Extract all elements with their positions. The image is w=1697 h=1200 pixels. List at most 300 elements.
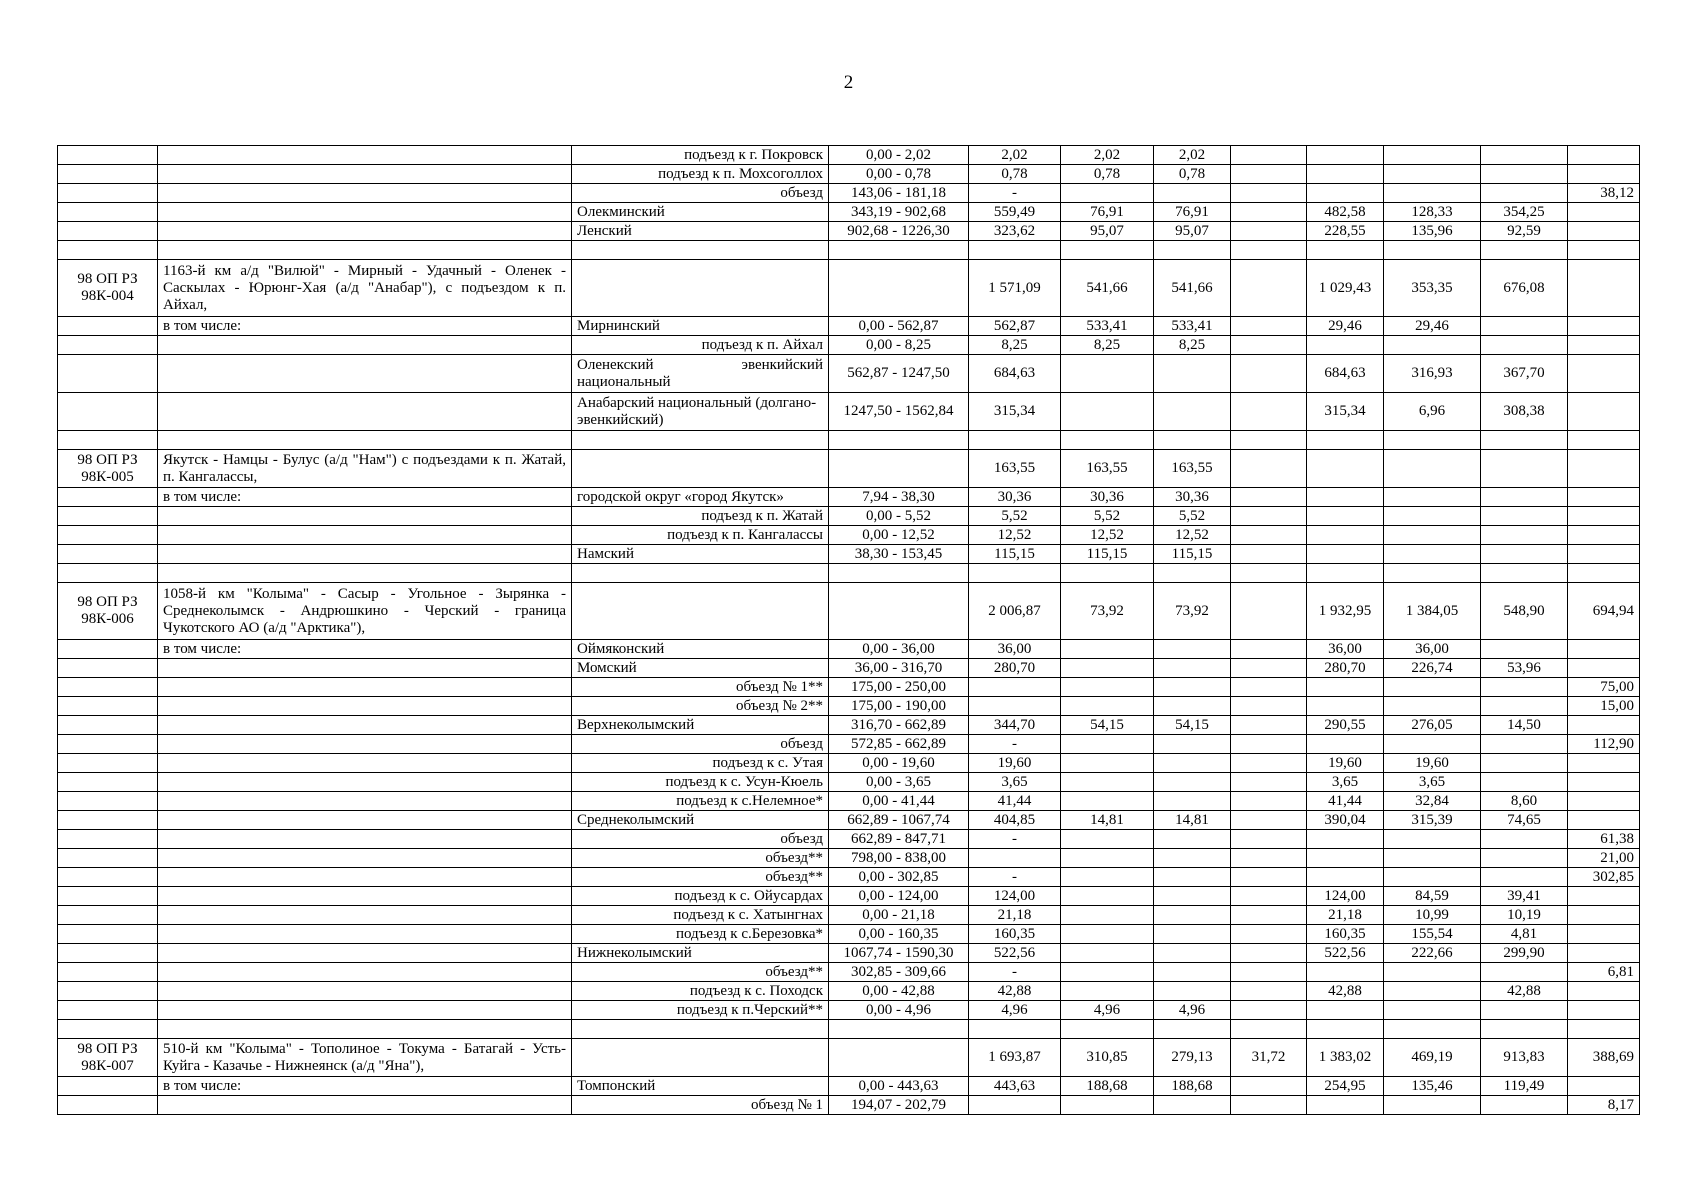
district-cell: подъезд к с. Ойусардах (572, 887, 829, 906)
value-cell: 562,87 (969, 317, 1061, 336)
table-row (58, 1077, 1640, 1096)
value-cell (1061, 659, 1154, 678)
value-cell (1061, 355, 1154, 393)
km-range-cell: 0,00 - 21,18 (829, 906, 969, 925)
km-range-cell: 175,00 - 250,00 (829, 678, 969, 697)
value-cell (1307, 868, 1384, 887)
district-cell: Оймяконский (572, 640, 829, 659)
road-code-cell: 98 ОП РЗ 98К-005 (58, 450, 158, 488)
road-code-cell (58, 830, 158, 849)
value-cell (1231, 488, 1307, 507)
value-cell (1061, 963, 1154, 982)
value-cell (1231, 925, 1307, 944)
value-cell (1154, 906, 1231, 925)
road-code-cell (58, 944, 158, 963)
value-cell: 5,52 (1061, 507, 1154, 526)
road-code-cell (58, 906, 158, 925)
km-range-cell: 194,07 - 202,79 (829, 1096, 969, 1115)
value-cell (1307, 545, 1384, 564)
table-row (58, 393, 1640, 431)
value-cell: 19,60 (969, 754, 1061, 773)
table-row (58, 754, 1640, 773)
value-cell (1307, 526, 1384, 545)
district-cell: объезд (572, 830, 829, 849)
value-cell: 73,92 (1061, 583, 1154, 640)
km-range-cell: 0,00 - 36,00 (829, 640, 969, 659)
road-code-cell (58, 716, 158, 735)
road-name-cell (158, 811, 572, 830)
district-cell: подъезд к п. Айхал (572, 336, 829, 355)
km-range-cell (829, 564, 969, 583)
km-range-cell: 0,00 - 443,63 (829, 1077, 969, 1096)
district-cell: Мирнинский (572, 317, 829, 336)
value-cell: 388,69 (1568, 1039, 1640, 1077)
value-cell: 135,96 (1384, 222, 1481, 241)
value-cell: 315,39 (1384, 811, 1481, 830)
road-name-cell (158, 507, 572, 526)
value-cell: 8,60 (1481, 792, 1568, 811)
value-cell (1568, 222, 1640, 241)
value-cell: 8,17 (1568, 1096, 1640, 1115)
road-code-cell (58, 849, 158, 868)
district-cell: подъезд к с.Березовка* (572, 925, 829, 944)
district-cell (572, 450, 829, 488)
value-cell (1061, 678, 1154, 697)
district-cell: подъезд к п. Жатай (572, 507, 829, 526)
district-cell: подъезд к с. Усун-Кюель (572, 773, 829, 792)
road-code-cell (58, 507, 158, 526)
km-range-cell: 0,00 - 562,87 (829, 317, 969, 336)
value-cell (1568, 925, 1640, 944)
value-cell (969, 697, 1061, 716)
value-cell: 115,15 (969, 545, 1061, 564)
value-cell: 54,15 (1154, 716, 1231, 735)
table-row (58, 716, 1640, 735)
km-range-cell: 0,00 - 160,35 (829, 925, 969, 944)
table-row (58, 241, 1640, 260)
value-cell: 559,49 (969, 203, 1061, 222)
value-cell (969, 564, 1061, 583)
road-code-cell (58, 754, 158, 773)
value-cell (1231, 526, 1307, 545)
table-row (58, 203, 1640, 222)
road-name-cell: 510-й км "Колыма" - Тополиное - Токума - Батагай - Усть-Куйга - Казачье - Нижнеянск (а/д "Яна"), (158, 1039, 572, 1077)
value-cell: 6,81 (1568, 963, 1640, 982)
table-row (58, 526, 1640, 545)
value-cell (1231, 355, 1307, 393)
value-cell (1384, 184, 1481, 203)
road-code-cell (58, 1020, 158, 1039)
km-range-cell (829, 1020, 969, 1039)
road-code-cell: 98 ОП РЗ 98К-007 (58, 1039, 158, 1077)
roads-table-body (58, 146, 1640, 1115)
value-cell (1384, 336, 1481, 355)
table-row (58, 906, 1640, 925)
value-cell (1231, 982, 1307, 1001)
km-range-cell: 0,00 - 12,52 (829, 526, 969, 545)
road-name-cell (158, 526, 572, 545)
value-cell (1481, 146, 1568, 165)
km-range-cell: 572,85 - 662,89 (829, 735, 969, 754)
value-cell (1568, 754, 1640, 773)
table-row (58, 1020, 1640, 1039)
value-cell (1231, 735, 1307, 754)
value-cell: - (969, 868, 1061, 887)
value-cell (1231, 165, 1307, 184)
value-cell: 4,96 (1061, 1001, 1154, 1020)
value-cell (1481, 849, 1568, 868)
value-cell (1154, 887, 1231, 906)
value-cell (1061, 1096, 1154, 1115)
value-cell: 30,36 (969, 488, 1061, 507)
road-code-cell (58, 982, 158, 1001)
table-row (58, 450, 1640, 488)
km-range-cell: 0,00 - 4,96 (829, 1001, 969, 1020)
value-cell: 694,94 (1568, 583, 1640, 640)
value-cell: 21,18 (1307, 906, 1384, 925)
value-cell (1481, 317, 1568, 336)
value-cell: 367,70 (1481, 355, 1568, 393)
road-name-cell: 1058-й км "Колыма" - Сасыр - Угольное - Зырянка - Среднеколымск - Андрюшкино - Черский - граница Чукотского АО (а/д "Арктика"), (158, 583, 572, 640)
district-cell (572, 355, 829, 393)
value-cell (1061, 697, 1154, 716)
value-cell (1481, 640, 1568, 659)
value-cell: 163,55 (1154, 450, 1231, 488)
km-range-cell: 0,00 - 42,88 (829, 982, 969, 1001)
road-name-cell (158, 355, 572, 393)
value-cell (1384, 146, 1481, 165)
value-cell (1384, 735, 1481, 754)
value-cell (1061, 754, 1154, 773)
value-cell: 163,55 (1061, 450, 1154, 488)
km-range-cell: 0,00 - 3,65 (829, 773, 969, 792)
value-cell (1231, 222, 1307, 241)
district-cell: Ленский (572, 222, 829, 241)
value-cell: 124,00 (969, 887, 1061, 906)
value-cell: 1 693,87 (969, 1039, 1061, 1077)
table-row (58, 583, 1640, 640)
value-cell: 316,93 (1384, 355, 1481, 393)
table-row (58, 336, 1640, 355)
value-cell: 4,96 (969, 1001, 1061, 1020)
value-cell (1231, 849, 1307, 868)
table-row (58, 982, 1640, 1001)
road-code-cell (58, 393, 158, 431)
value-cell (1307, 488, 1384, 507)
value-cell (1061, 184, 1154, 203)
road-code-cell (58, 1096, 158, 1115)
value-cell (1384, 431, 1481, 450)
value-cell (1568, 1001, 1640, 1020)
value-cell: 61,38 (1568, 830, 1640, 849)
value-cell: 8,25 (1154, 336, 1231, 355)
value-cell (1481, 1096, 1568, 1115)
value-cell (1481, 545, 1568, 564)
district-cell: Намский (572, 545, 829, 564)
value-cell: 163,55 (969, 450, 1061, 488)
value-cell: 128,33 (1384, 203, 1481, 222)
road-name-cell (158, 868, 572, 887)
value-cell (1231, 1077, 1307, 1096)
value-cell (1154, 697, 1231, 716)
value-cell: 315,34 (1307, 393, 1384, 431)
value-cell (1568, 526, 1640, 545)
value-cell: 280,70 (1307, 659, 1384, 678)
km-range-cell: 7,94 - 38,30 (829, 488, 969, 507)
value-cell (969, 241, 1061, 260)
value-cell: 541,66 (1061, 260, 1154, 317)
value-cell: 522,56 (1307, 944, 1384, 963)
value-cell (1568, 1020, 1640, 1039)
value-cell: 2,02 (1154, 146, 1231, 165)
value-cell (969, 849, 1061, 868)
value-cell: 160,35 (969, 925, 1061, 944)
value-cell (1384, 963, 1481, 982)
value-cell: - (969, 735, 1061, 754)
km-range-cell: 0,00 - 0,78 (829, 165, 969, 184)
value-cell (1481, 868, 1568, 887)
table-row (58, 678, 1640, 697)
value-cell: 254,95 (1307, 1077, 1384, 1096)
value-cell (969, 678, 1061, 697)
value-cell: 354,25 (1481, 203, 1568, 222)
table-row (58, 431, 1640, 450)
table-row (58, 507, 1640, 526)
road-name-cell (158, 431, 572, 450)
road-code-cell (58, 526, 158, 545)
value-cell (1231, 564, 1307, 583)
value-cell (1231, 317, 1307, 336)
value-cell (1481, 526, 1568, 545)
value-cell (1307, 507, 1384, 526)
value-cell: 36,00 (1307, 640, 1384, 659)
value-cell (1568, 317, 1640, 336)
value-cell (1384, 1096, 1481, 1115)
value-cell (1061, 564, 1154, 583)
value-cell (1154, 564, 1231, 583)
road-name-cell (158, 792, 572, 811)
road-code-cell (58, 165, 158, 184)
value-cell (1061, 925, 1154, 944)
value-cell (1154, 792, 1231, 811)
value-cell (1231, 336, 1307, 355)
value-cell: 4,96 (1154, 1001, 1231, 1020)
road-code-cell (58, 1001, 158, 1020)
km-range-cell (829, 241, 969, 260)
road-name-cell (158, 222, 572, 241)
road-code-cell (58, 811, 158, 830)
road-code-cell (58, 203, 158, 222)
value-cell (1061, 830, 1154, 849)
value-cell: 323,62 (969, 222, 1061, 241)
district-cell: Анабарский национальный (долгано-эвенкийский) (572, 393, 829, 431)
district-cell: объезд (572, 735, 829, 754)
value-cell (1154, 241, 1231, 260)
value-cell (1231, 963, 1307, 982)
value-cell: 14,81 (1061, 811, 1154, 830)
value-cell: 0,78 (969, 165, 1061, 184)
road-name-cell: в том числе: (158, 1077, 572, 1096)
district-cell: объезд (572, 184, 829, 203)
value-cell: 3,65 (969, 773, 1061, 792)
value-cell: 302,85 (1568, 868, 1640, 887)
value-cell: 6,96 (1384, 393, 1481, 431)
km-range-cell: 1247,50 - 1562,84 (829, 393, 969, 431)
road-code-cell (58, 431, 158, 450)
road-name-cell (158, 336, 572, 355)
value-cell (1061, 849, 1154, 868)
km-range-cell: 1067,74 - 1590,30 (829, 944, 969, 963)
district-cell: объезд № 1 (572, 1096, 829, 1115)
value-cell (1231, 583, 1307, 640)
value-cell (1481, 241, 1568, 260)
value-cell (1307, 165, 1384, 184)
value-cell (1307, 431, 1384, 450)
value-cell (1061, 792, 1154, 811)
km-range-cell (829, 431, 969, 450)
district-cell: подъезд к п. Мохсоголлох (572, 165, 829, 184)
value-cell: 73,92 (1154, 583, 1231, 640)
value-cell (1568, 906, 1640, 925)
value-cell: 38,12 (1568, 184, 1640, 203)
road-code-cell (58, 184, 158, 203)
value-cell: 308,38 (1481, 393, 1568, 431)
value-cell (1384, 697, 1481, 716)
value-cell (1307, 1001, 1384, 1020)
value-cell (1307, 564, 1384, 583)
value-cell: 279,13 (1154, 1039, 1231, 1077)
table-row (58, 944, 1640, 963)
value-cell: 36,00 (1384, 640, 1481, 659)
road-name-cell (158, 1020, 572, 1039)
value-cell (1481, 735, 1568, 754)
value-cell: 310,85 (1061, 1039, 1154, 1077)
value-cell: 684,63 (969, 355, 1061, 393)
value-cell: 188,68 (1061, 1077, 1154, 1096)
district-cell (572, 583, 829, 640)
road-name-cell (158, 184, 572, 203)
road-code-cell (58, 488, 158, 507)
value-cell (1384, 982, 1481, 1001)
value-cell: 30,36 (1061, 488, 1154, 507)
value-cell (1307, 184, 1384, 203)
value-cell: 404,85 (969, 811, 1061, 830)
value-cell: 0,78 (1154, 165, 1231, 184)
road-code-cell (58, 545, 158, 564)
km-range-cell (829, 260, 969, 317)
value-cell: 1 571,09 (969, 260, 1061, 317)
value-cell (1568, 640, 1640, 659)
value-cell (1568, 450, 1640, 488)
value-cell: 522,56 (969, 944, 1061, 963)
value-cell (1154, 868, 1231, 887)
road-name-cell (158, 906, 572, 925)
road-code-cell (58, 887, 158, 906)
district-cell: объезд** (572, 868, 829, 887)
value-cell: 913,83 (1481, 1039, 1568, 1077)
road-name-cell (158, 982, 572, 1001)
district-cell: Верхнеколымский (572, 716, 829, 735)
table-row (58, 260, 1640, 317)
value-cell (1481, 165, 1568, 184)
value-cell: 31,72 (1231, 1039, 1307, 1077)
road-name-cell (158, 697, 572, 716)
district-cell: объезд № 2** (572, 697, 829, 716)
value-cell (969, 431, 1061, 450)
value-cell (1231, 792, 1307, 811)
road-name-cell (158, 1001, 572, 1020)
value-cell (1231, 393, 1307, 431)
value-cell (1231, 716, 1307, 735)
value-cell: 39,41 (1481, 887, 1568, 906)
value-cell (1231, 1020, 1307, 1039)
road-name-cell (158, 659, 572, 678)
value-cell (1154, 830, 1231, 849)
value-cell (1384, 507, 1481, 526)
value-cell (1231, 507, 1307, 526)
value-cell: 29,46 (1307, 317, 1384, 336)
district-cell: подъезд к г. Покровск (572, 146, 829, 165)
value-cell (1568, 792, 1640, 811)
km-range-cell: 0,00 - 124,00 (829, 887, 969, 906)
road-code-cell (58, 735, 158, 754)
value-cell: 19,60 (1384, 754, 1481, 773)
value-cell (1154, 355, 1231, 393)
value-cell (1481, 678, 1568, 697)
road-name-cell (158, 1096, 572, 1115)
road-name-cell: Якутск - Намцы - Булус (а/д "Нам") с подъездами к п. Жатай, п. Кангалассы, (158, 450, 572, 488)
value-cell (1231, 450, 1307, 488)
road-name-cell (158, 146, 572, 165)
table-row (58, 925, 1640, 944)
value-cell: 42,88 (1307, 982, 1384, 1001)
value-cell: 1 932,95 (1307, 583, 1384, 640)
value-cell: 290,55 (1307, 716, 1384, 735)
value-cell (1568, 507, 1640, 526)
value-cell (1384, 830, 1481, 849)
km-range-cell: 38,30 - 153,45 (829, 545, 969, 564)
value-cell: 222,66 (1384, 944, 1481, 963)
table-row (58, 773, 1640, 792)
value-cell: 54,15 (1061, 716, 1154, 735)
district-cell: подъезд к с.Нелемное* (572, 792, 829, 811)
value-cell (969, 1020, 1061, 1039)
value-cell (1061, 735, 1154, 754)
value-cell (1231, 659, 1307, 678)
district-cell (572, 431, 829, 450)
value-cell (1481, 963, 1568, 982)
value-cell (1154, 678, 1231, 697)
table-row (58, 222, 1640, 241)
value-cell (1231, 640, 1307, 659)
value-cell (1231, 241, 1307, 260)
value-cell: 14,50 (1481, 716, 1568, 735)
road-name-cell: в том числе: (158, 317, 572, 336)
district-cell (572, 1020, 829, 1039)
road-name-cell (158, 678, 572, 697)
value-cell (1384, 545, 1481, 564)
value-cell (1481, 488, 1568, 507)
value-cell (1568, 564, 1640, 583)
km-range-cell: 0,00 - 19,60 (829, 754, 969, 773)
table-row (58, 1096, 1640, 1115)
value-cell (969, 1096, 1061, 1115)
value-cell (1307, 241, 1384, 260)
table-row (58, 868, 1640, 887)
value-cell (1154, 963, 1231, 982)
table-row (58, 811, 1640, 830)
value-cell (1307, 450, 1384, 488)
